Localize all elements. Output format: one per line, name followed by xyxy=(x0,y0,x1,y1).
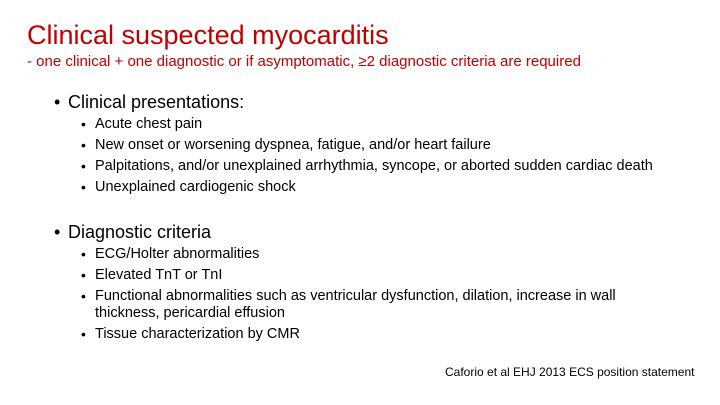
bullet-glyph: • xyxy=(81,137,86,153)
list-item-text: Unexplained cardiogenic shock xyxy=(95,179,296,195)
bullet-glyph: • xyxy=(81,288,86,304)
list-item xyxy=(0,116,675,133)
bullet-list xyxy=(0,246,675,343)
list-item xyxy=(0,267,675,284)
list-item-text: Tissue characterization by CMR xyxy=(95,326,300,342)
section-clinical-presentations xyxy=(0,90,675,200)
list-item-text: Functional abnormalities such as ventricular dysfunction, dilation, increase in wall thickness, pericardial effusion xyxy=(95,288,616,321)
bullet-glyph: • xyxy=(81,326,86,342)
list-item xyxy=(0,137,675,154)
section-heading-text: Diagnostic criteria xyxy=(68,222,212,242)
list-item-text: New onset or worsening dyspnea, fatigue, and/or heart failure xyxy=(95,137,491,153)
citation-footnote: Caforio et al EHJ 2013 ECS position statement xyxy=(445,365,695,379)
bullet-list xyxy=(0,116,675,196)
slide-title: Clinical suspected myocarditis xyxy=(27,20,389,50)
list-item-text: Acute chest pain xyxy=(95,116,203,132)
bullet-glyph: • xyxy=(81,246,86,262)
section-heading xyxy=(0,90,675,114)
section-diagnostic-criteria xyxy=(0,220,675,347)
bullet-glyph: • xyxy=(54,222,61,242)
list-item-text: ECG/Holter abnormalities xyxy=(95,246,260,262)
section-heading xyxy=(0,220,675,244)
bullet-glyph: • xyxy=(81,158,86,174)
list-item xyxy=(0,326,675,343)
bullet-glyph: • xyxy=(81,267,86,283)
bullet-glyph: • xyxy=(54,92,61,112)
section-heading-text: Clinical presentations: xyxy=(68,92,245,112)
list-item xyxy=(0,246,675,263)
list-item xyxy=(0,179,675,196)
bullet-glyph: • xyxy=(81,179,86,195)
list-item xyxy=(0,158,675,175)
list-item-text: Elevated TnT or TnI xyxy=(95,267,223,283)
bullet-glyph: • xyxy=(81,116,86,132)
slide-subtitle: - one clinical + one diagnostic or if asymptomatic, ≥2 diagnostic criteria are required xyxy=(27,53,581,70)
list-item-text: Palpitations, and/or unexplained arrhythmia, syncope, or aborted sudden cardiac death xyxy=(95,158,653,174)
list-item xyxy=(0,288,675,322)
